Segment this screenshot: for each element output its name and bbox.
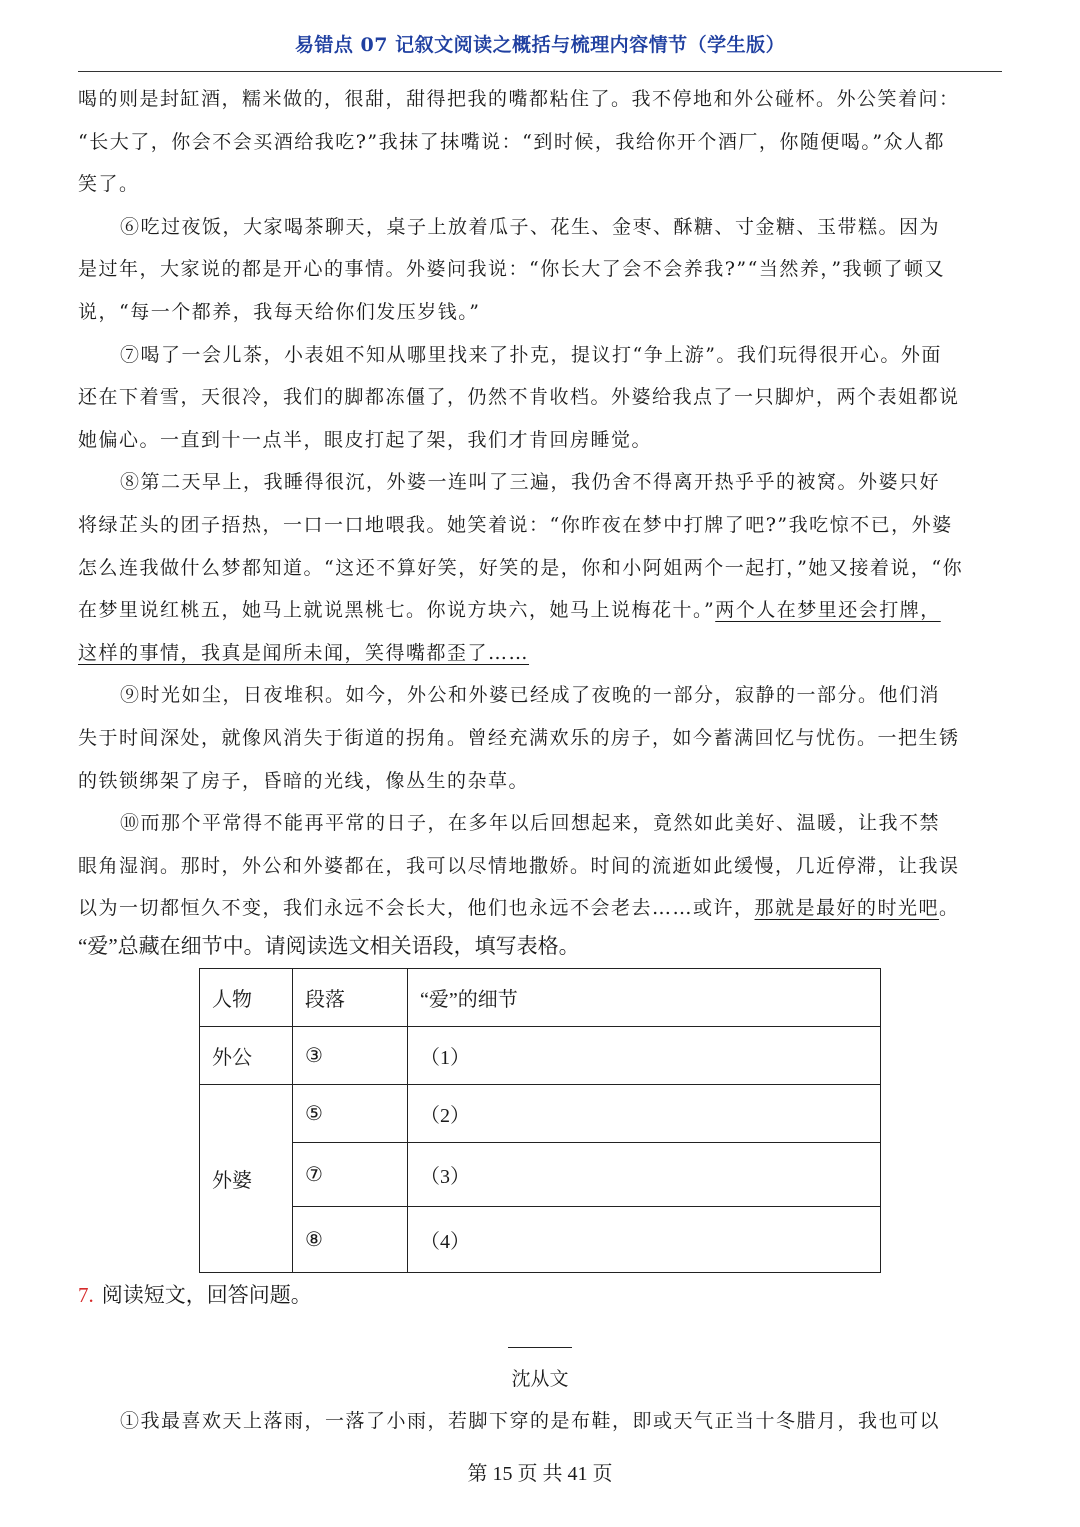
passage-line [78,632,1002,675]
passage-line-text: 说，“每一个都养，我每天给你们发压岁钱。” [78,300,481,323]
title-blank-line [508,1347,572,1348]
question-number: 7. [78,1283,94,1307]
passage-line [78,802,1002,845]
love-detail-table [199,968,881,1273]
passage-line [78,589,1002,632]
passage-line [78,248,1002,291]
header-cell-person: 人物 [200,969,293,1027]
passage-line [78,334,1002,377]
passage-line-text: 在梦里说红桃五，她马上就说黑桃七。你说方块六，她马上说梅花十。” [78,599,716,622]
passage-line-text: 怎么连我做什么梦都知道。“这还不算好笑，好笑的是，你和小阿姐两个一起打，”她又接着说，“你 [78,556,964,579]
passage-line [78,291,1002,334]
answer-blank[interactable]: （1） [408,1027,881,1085]
person-cell: 外公 [200,1027,293,1085]
page-header-title: 易错点 07 记叙文阅读之概括与梳理内容情节（学生版） [294,34,786,56]
passage-line [78,674,1002,717]
answer-blank[interactable]: （4） [408,1207,881,1273]
passage-line [78,419,1002,462]
paragraph-cell: ③ [293,1027,408,1085]
question-7-text: 阅读短文，回答问题。 [101,1283,312,1307]
question-prompt: “爱”总藏在细节中。请阅读选文相关语段，填写表格。 [78,934,580,958]
passage-line-text: 还在下着雪，天很冷，我们的脚都冻僵了，仍然不肯收档。外婆给我点了一只脚炉，两个表姐都说 [78,386,960,409]
passage-line-text: ⑩而那个平常得不能再平常的日子，在多年以后回想起来，竟然如此美好、温暖，让我不禁 [120,812,941,835]
passage-line [78,845,1002,888]
passage-line-text: 是过年，大家说的都是开心的事情。外婆问我说：“你长大了会不会养我?”“当然养，”我顿了顿又 [78,258,946,281]
question-7 [78,1277,312,1313]
passage-line [78,887,1002,930]
answer-blank[interactable]: （3） [408,1143,881,1207]
page-footer: 第 15 页 共 41 页 [467,1463,613,1485]
passage-line-text: ⑦喝了一会儿茶，小表姐不知从哪里找来了扑克，提议打“争上游”。我们玩得很开心。外面 [120,343,942,366]
header-cell-paragraph: 段落 [293,969,408,1027]
underlined-phrase: 两个人在梦里还会打牌， [715,599,941,622]
passage-line-text: ⑨时光如尘，日夜堆积。如今，外公和外婆已经成了夜晚的一部分，寂静的一部分。他们消 [120,684,941,707]
next-passage-first-line: ①我最喜欢天上落雨，一落了小雨，若脚下穿的是布鞋，即或天气正当十冬腊月，我也可以 [120,1410,941,1432]
person-cell: 外婆 [200,1085,293,1273]
passage-line [78,206,1002,249]
passage-line [78,717,1002,760]
passage-line-text: 眼角湿润。那时，外公和外婆都在，我可以尽情地撒娇。时间的流逝如此缓慢，几近停滞，让我误 [78,854,960,877]
passage-line [78,78,1002,121]
paragraph-cell: ⑦ [293,1143,408,1207]
author-name: 沈从文 [511,1368,569,1390]
passage-line-text: “长大了，你会不会买酒给我吃?”我抹了抹嘴说：“到时候，我给你开个酒厂，你随便喝。”众人都 [78,130,946,153]
header-cell-detail: “爱”的细节 [408,969,881,1027]
passage-line-text: ⑧第二天早上，我睡得很沉，外婆一连叫了三遍，我仍舍不得离开热乎乎的被窝。外婆只好 [120,471,941,494]
underlined-phrase: 这样的事情，我真是闻所未闻，笑得嘴都歪了…… [78,641,530,664]
passage-line [78,504,1002,547]
passage-line [78,461,1002,504]
paragraph-cell: ⑤ [293,1085,408,1143]
passage-line [78,760,1002,803]
header-rule [78,71,1002,72]
paragraph-cell: ⑧ [293,1207,408,1273]
passage-line-tail: 。 [939,897,960,920]
passage-line-text: 她偏心。一直到十一点半，眼皮打起了架，我们才肯回房睡觉。 [78,428,653,451]
passage-line-text: 将绿芷头的团子捂热，一口一口地喂我。她笑着说：“你昨夜在梦中打牌了吧?”我吃惊不已，外婆 [78,513,953,536]
passage-line-text: 喝的则是封缸酒，糯米做的，很甜，甜得把我的嘴都粘住了。我不停地和外公碰杯。外公笑着问： [78,88,960,110]
passage-line-text: ⑥吃过夜饭，大家喝茶聊天，桌子上放着瓜子、花生、金枣、酥糖、寸金糖、玉带糕。因为 [120,215,941,238]
passage-text [78,78,1002,930]
underlined-phrase: 那就是最好的时光吧 [754,897,940,920]
passage-line-text: 以为一切都恒久不变，我们永远不会长大，他们也永远不会老去……或许， [78,897,755,920]
passage-line-text: 笑了。 [78,173,140,196]
passage-line [78,163,1002,206]
passage-line-text: 的铁锁绑架了房子，昏暗的光线，像丛生的杂草。 [78,769,530,792]
passage-line-text: 失于时间深处，就像风消失于街道的拐角。曾经充满欢乐的房子，如今蓄满回忆与忧伤。一把生锈 [78,726,960,749]
passage-line [78,547,1002,590]
answer-blank[interactable]: （2） [408,1085,881,1143]
passage-line [78,121,1002,164]
passage-line [78,376,1002,419]
